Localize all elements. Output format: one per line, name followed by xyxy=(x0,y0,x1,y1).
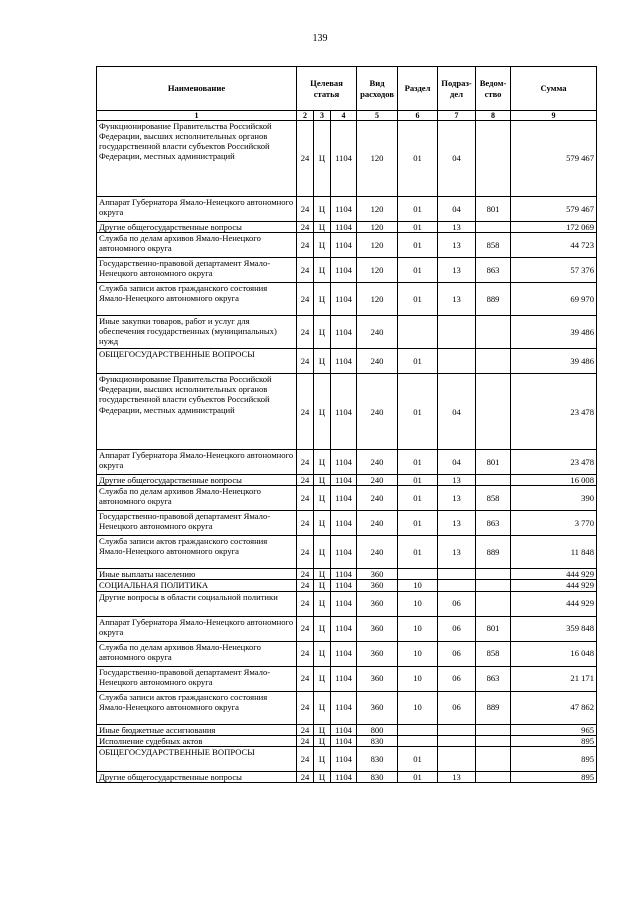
target-article-part1: 24 xyxy=(297,616,314,641)
target-article-part1: 24 xyxy=(297,666,314,691)
expense-type: 240 xyxy=(357,536,398,569)
target-article-part3: 1104 xyxy=(331,121,357,197)
row-name: Государственно-правовой департамент Ямало-Ненецкого автономного округа xyxy=(97,511,297,536)
table-row xyxy=(97,580,597,591)
target-article-part3: 1104 xyxy=(331,771,357,782)
target-article-part3: 1104 xyxy=(331,258,357,283)
department-code: 863 xyxy=(476,511,511,536)
expense-type: 360 xyxy=(357,666,398,691)
row-name: Аппарат Губернатора Ямало-Ненецкого автономного округа xyxy=(97,450,297,475)
target-article-part1: 24 xyxy=(297,735,314,746)
target-article-part3: 1104 xyxy=(331,475,357,486)
table-row xyxy=(97,724,597,735)
target-article-part1: 24 xyxy=(297,641,314,666)
row-name: Другие общегосударственные вопросы xyxy=(97,222,297,233)
target-article-part3: 1104 xyxy=(331,486,357,511)
target-article-part1: 24 xyxy=(297,349,314,374)
target-article-part1: 24 xyxy=(297,486,314,511)
table-row xyxy=(97,591,597,616)
target-article-part2: Ц xyxy=(314,569,331,580)
target-article-part3: 1104 xyxy=(331,349,357,374)
table-row xyxy=(97,450,597,475)
target-article-part1: 24 xyxy=(297,580,314,591)
target-article-part2: Ц xyxy=(314,450,331,475)
subsection-code: 06 xyxy=(438,641,476,666)
target-article-part1: 24 xyxy=(297,536,314,569)
section-code xyxy=(398,316,438,349)
expense-type: 360 xyxy=(357,691,398,724)
target-article-part2: Ц xyxy=(314,121,331,197)
expense-type: 240 xyxy=(357,450,398,475)
header-target-article: Целевая статья xyxy=(297,67,357,111)
department-code: 801 xyxy=(476,450,511,475)
table-row xyxy=(97,666,597,691)
table-row xyxy=(97,258,597,283)
department-code: 889 xyxy=(476,691,511,724)
target-article-part3: 1104 xyxy=(331,316,357,349)
table-row xyxy=(97,121,597,197)
target-article-part1: 24 xyxy=(297,511,314,536)
target-article-part1: 24 xyxy=(297,316,314,349)
subsection-code: 13 xyxy=(438,222,476,233)
table-row xyxy=(97,569,597,580)
target-article-part2: Ц xyxy=(314,580,331,591)
table-row xyxy=(97,735,597,746)
target-article-part1: 24 xyxy=(297,475,314,486)
amount: 39 486 xyxy=(511,316,597,349)
amount: 11 848 xyxy=(511,536,597,569)
table-row xyxy=(97,349,597,374)
section-code: 01 xyxy=(398,374,438,450)
header-name: Наименование xyxy=(97,67,297,111)
department-code: 858 xyxy=(476,233,511,258)
table-row xyxy=(97,233,597,258)
row-name: Другие общегосударственные вопросы xyxy=(97,771,297,782)
target-article-part3: 1104 xyxy=(331,691,357,724)
section-code: 01 xyxy=(398,475,438,486)
expense-type: 240 xyxy=(357,511,398,536)
table-row xyxy=(97,374,597,450)
column-number: 4 xyxy=(331,111,357,121)
target-article-part2: Ц xyxy=(314,735,331,746)
subsection-code: 04 xyxy=(438,197,476,222)
subsection-code: 04 xyxy=(438,450,476,475)
table-row xyxy=(97,691,597,724)
table-row xyxy=(97,222,597,233)
target-article-part3: 1104 xyxy=(331,569,357,580)
subsection-code: 06 xyxy=(438,691,476,724)
department-code xyxy=(476,771,511,782)
target-article-part2: Ц xyxy=(314,486,331,511)
department-code: 801 xyxy=(476,616,511,641)
expense-type: 240 xyxy=(357,486,398,511)
section-code: 01 xyxy=(398,258,438,283)
subsection-code: 13 xyxy=(438,258,476,283)
header-expense-type: Вид расходов xyxy=(357,67,398,111)
target-article-part3: 1104 xyxy=(331,283,357,316)
subsection-code xyxy=(438,316,476,349)
column-number: 5 xyxy=(357,111,398,121)
target-article-part3: 1104 xyxy=(331,735,357,746)
section-code: 10 xyxy=(398,641,438,666)
page-number: 139 xyxy=(312,33,328,44)
expense-type: 120 xyxy=(357,258,398,283)
subsection-code xyxy=(438,746,476,771)
subsection-code xyxy=(438,735,476,746)
department-code: 889 xyxy=(476,536,511,569)
section-code: 10 xyxy=(398,666,438,691)
target-article-part2: Ц xyxy=(314,475,331,486)
amount: 57 376 xyxy=(511,258,597,283)
section-code: 01 xyxy=(398,222,438,233)
row-name: Иные выплаты населению xyxy=(97,569,297,580)
column-number: 1 xyxy=(97,111,297,121)
row-name: ОБЩЕГОСУДАРСТВЕННЫЕ ВОПРОСЫ xyxy=(97,746,297,771)
expense-type: 360 xyxy=(357,591,398,616)
target-article-part2: Ц xyxy=(314,591,331,616)
department-code: 863 xyxy=(476,666,511,691)
subsection-code: 06 xyxy=(438,666,476,691)
department-code xyxy=(476,374,511,450)
table-row xyxy=(97,536,597,569)
section-code: 10 xyxy=(398,591,438,616)
department-code xyxy=(476,724,511,735)
table-row xyxy=(97,771,597,782)
target-article-part3: 1104 xyxy=(331,616,357,641)
expense-type: 120 xyxy=(357,121,398,197)
row-name: Служба записи актов гражданского состояния Ямало-Ненецкого автономного округа xyxy=(97,691,297,724)
target-article-part2: Ц xyxy=(314,258,331,283)
department-code: 858 xyxy=(476,641,511,666)
subsection-code: 13 xyxy=(438,475,476,486)
table-header-row xyxy=(97,67,597,111)
section-code: 01 xyxy=(398,536,438,569)
column-number-row xyxy=(97,111,597,121)
subsection-code: 13 xyxy=(438,536,476,569)
row-name: Служба записи актов гражданского состояния Ямало-Ненецкого автономного округа xyxy=(97,536,297,569)
target-article-part2: Ц xyxy=(314,724,331,735)
subsection-code: 06 xyxy=(438,591,476,616)
row-name: Иные бюджетные ассигнования xyxy=(97,724,297,735)
target-article-part2: Ц xyxy=(314,511,331,536)
target-article-part3: 1104 xyxy=(331,222,357,233)
target-article-part2: Ц xyxy=(314,641,331,666)
section-code: 01 xyxy=(398,197,438,222)
row-name: СОЦИАЛЬНАЯ ПОЛИТИКА xyxy=(97,580,297,591)
target-article-part3: 1104 xyxy=(331,450,357,475)
subsection-code xyxy=(438,580,476,591)
department-code xyxy=(476,475,511,486)
table-row xyxy=(97,616,597,641)
target-article-part2: Ц xyxy=(314,283,331,316)
amount: 23 478 xyxy=(511,374,597,450)
subsection-code: 13 xyxy=(438,283,476,316)
expense-type: 120 xyxy=(357,197,398,222)
section-code: 01 xyxy=(398,771,438,782)
target-article-part1: 24 xyxy=(297,691,314,724)
subsection-code xyxy=(438,349,476,374)
expense-type: 360 xyxy=(357,616,398,641)
expense-type: 360 xyxy=(357,580,398,591)
amount: 23 478 xyxy=(511,450,597,475)
row-name: Аппарат Губернатора Ямало-Ненецкого автономного округа xyxy=(97,197,297,222)
subsection-code: 04 xyxy=(438,121,476,197)
expense-type: 360 xyxy=(357,641,398,666)
row-name: Государственно-правовой департамент Ямало-Ненецкого автономного округа xyxy=(97,666,297,691)
target-article-part3: 1104 xyxy=(331,580,357,591)
target-article-part1: 24 xyxy=(297,746,314,771)
row-name: Функционирование Правительства Российской Федерации, высших исполнительных органов государственной власти субъектов Российской Федерации, местных администраций xyxy=(97,374,297,450)
section-code: 01 xyxy=(398,233,438,258)
amount: 172 069 xyxy=(511,222,597,233)
table-row xyxy=(97,197,597,222)
department-code xyxy=(476,349,511,374)
target-article-part1: 24 xyxy=(297,121,314,197)
table-row xyxy=(97,511,597,536)
row-name: Иные закупки товаров, работ и услуг для обеспечения государственных (муниципальных) нужд xyxy=(97,316,297,349)
target-article-part1: 24 xyxy=(297,569,314,580)
header-subsection: Подраз- дел xyxy=(438,67,476,111)
expense-type: 120 xyxy=(357,283,398,316)
column-number: 3 xyxy=(314,111,331,121)
expense-type: 240 xyxy=(357,316,398,349)
target-article-part2: Ц xyxy=(314,691,331,724)
column-number: 9 xyxy=(511,111,597,121)
section-code: 01 xyxy=(398,121,438,197)
department-code xyxy=(476,591,511,616)
target-article-part2: Ц xyxy=(314,666,331,691)
target-article-part3: 1104 xyxy=(331,536,357,569)
expense-type: 830 xyxy=(357,771,398,782)
amount: 3 770 xyxy=(511,511,597,536)
department-code xyxy=(476,580,511,591)
expense-type: 800 xyxy=(357,724,398,735)
target-article-part3: 1104 xyxy=(331,233,357,258)
amount: 444 929 xyxy=(511,580,597,591)
row-name: Другие общегосударственные вопросы xyxy=(97,475,297,486)
amount: 16 048 xyxy=(511,641,597,666)
target-article-part2: Ц xyxy=(314,316,331,349)
section-code: 01 xyxy=(398,450,438,475)
amount: 21 171 xyxy=(511,666,597,691)
budget-table xyxy=(96,66,597,783)
table-row xyxy=(97,316,597,349)
target-article-part3: 1104 xyxy=(331,666,357,691)
row-name: Служба по делам архивов Ямало-Ненецкого автономного округа xyxy=(97,233,297,258)
amount: 69 970 xyxy=(511,283,597,316)
subsection-code: 13 xyxy=(438,233,476,258)
table-body xyxy=(97,121,597,783)
table-row xyxy=(97,641,597,666)
target-article-part1: 24 xyxy=(297,724,314,735)
target-article-part1: 24 xyxy=(297,374,314,450)
section-code: 01 xyxy=(398,511,438,536)
row-name: Служба записи актов гражданского состояния Ямало-Ненецкого автономного округа xyxy=(97,283,297,316)
section-code xyxy=(398,724,438,735)
target-article-part1: 24 xyxy=(297,771,314,782)
target-article-part2: Ц xyxy=(314,746,331,771)
target-article-part3: 1104 xyxy=(331,511,357,536)
section-code: 10 xyxy=(398,580,438,591)
expense-type: 830 xyxy=(357,735,398,746)
section-code: 01 xyxy=(398,283,438,316)
subsection-code xyxy=(438,569,476,580)
section-code: 01 xyxy=(398,746,438,771)
amount: 579 467 xyxy=(511,197,597,222)
row-name: Служба по делам архивов Ямало-Ненецкого автономного округа xyxy=(97,486,297,511)
amount: 47 862 xyxy=(511,691,597,724)
subsection-code: 04 xyxy=(438,374,476,450)
expense-type: 240 xyxy=(357,374,398,450)
column-number: 2 xyxy=(297,111,314,121)
department-code: 801 xyxy=(476,197,511,222)
expense-type: 120 xyxy=(357,222,398,233)
department-code xyxy=(476,746,511,771)
subsection-code: 13 xyxy=(438,771,476,782)
target-article-part1: 24 xyxy=(297,591,314,616)
column-number: 6 xyxy=(398,111,438,121)
target-article-part2: Ц xyxy=(314,616,331,641)
row-name: ОБЩЕГОСУДАРСТВЕННЫЕ ВОПРОСЫ xyxy=(97,349,297,374)
section-code: 01 xyxy=(398,486,438,511)
department-code xyxy=(476,222,511,233)
row-name: Исполнение судебных актов xyxy=(97,735,297,746)
header-section: Раздел xyxy=(398,67,438,111)
amount: 895 xyxy=(511,746,597,771)
amount: 579 467 xyxy=(511,121,597,197)
target-article-part3: 1104 xyxy=(331,374,357,450)
amount: 390 xyxy=(511,486,597,511)
amount: 444 929 xyxy=(511,591,597,616)
amount: 444 929 xyxy=(511,569,597,580)
row-name: Другие вопросы в области социальной политики xyxy=(97,591,297,616)
target-article-part2: Ц xyxy=(314,197,331,222)
amount: 359 848 xyxy=(511,616,597,641)
target-article-part2: Ц xyxy=(314,349,331,374)
subsection-code: 13 xyxy=(438,486,476,511)
department-code xyxy=(476,121,511,197)
column-number: 8 xyxy=(476,111,511,121)
amount: 965 xyxy=(511,724,597,735)
target-article-part1: 24 xyxy=(297,258,314,283)
department-code: 889 xyxy=(476,283,511,316)
table-row xyxy=(97,475,597,486)
subsection-code: 13 xyxy=(438,511,476,536)
section-code: 10 xyxy=(398,691,438,724)
amount: 895 xyxy=(511,771,597,782)
expense-type: 830 xyxy=(357,746,398,771)
header-department: Ведом- ство xyxy=(476,67,511,111)
target-article-part2: Ц xyxy=(314,374,331,450)
target-article-part1: 24 xyxy=(297,197,314,222)
amount: 44 723 xyxy=(511,233,597,258)
target-article-part2: Ц xyxy=(314,536,331,569)
amount: 895 xyxy=(511,735,597,746)
target-article-part1: 24 xyxy=(297,283,314,316)
department-code xyxy=(476,569,511,580)
target-article-part1: 24 xyxy=(297,233,314,258)
section-code xyxy=(398,735,438,746)
department-code: 858 xyxy=(476,486,511,511)
table-row xyxy=(97,283,597,316)
section-code: 10 xyxy=(398,616,438,641)
target-article-part2: Ц xyxy=(314,222,331,233)
expense-type: 240 xyxy=(357,349,398,374)
target-article-part2: Ц xyxy=(314,233,331,258)
column-number: 7 xyxy=(438,111,476,121)
expense-type: 360 xyxy=(357,569,398,580)
subsection-code: 06 xyxy=(438,616,476,641)
table-row xyxy=(97,746,597,771)
target-article-part1: 24 xyxy=(297,450,314,475)
row-name: Служба по делам архивов Ямало-Ненецкого автономного округа xyxy=(97,641,297,666)
row-name: Функционирование Правительства Российской Федерации, высших исполнительных органов государственной власти субъектов Российской Федерации, местных администраций xyxy=(97,121,297,197)
department-code xyxy=(476,316,511,349)
subsection-code xyxy=(438,724,476,735)
row-name: Государственно-правовой департамент Ямало-Ненецкого автономного округа xyxy=(97,258,297,283)
target-article-part3: 1104 xyxy=(331,724,357,735)
target-article-part1: 24 xyxy=(297,222,314,233)
target-article-part2: Ц xyxy=(314,771,331,782)
section-code xyxy=(398,569,438,580)
amount: 16 008 xyxy=(511,475,597,486)
header-amount: Сумма xyxy=(511,67,597,111)
target-article-part3: 1104 xyxy=(331,591,357,616)
table-row xyxy=(97,486,597,511)
target-article-part3: 1104 xyxy=(331,746,357,771)
department-code: 863 xyxy=(476,258,511,283)
expense-type: 240 xyxy=(357,475,398,486)
section-code: 01 xyxy=(398,349,438,374)
row-name: Аппарат Губернатора Ямало-Ненецкого автономного округа xyxy=(97,616,297,641)
amount: 39 486 xyxy=(511,349,597,374)
expense-type: 120 xyxy=(357,233,398,258)
target-article-part3: 1104 xyxy=(331,197,357,222)
department-code xyxy=(476,735,511,746)
target-article-part3: 1104 xyxy=(331,641,357,666)
